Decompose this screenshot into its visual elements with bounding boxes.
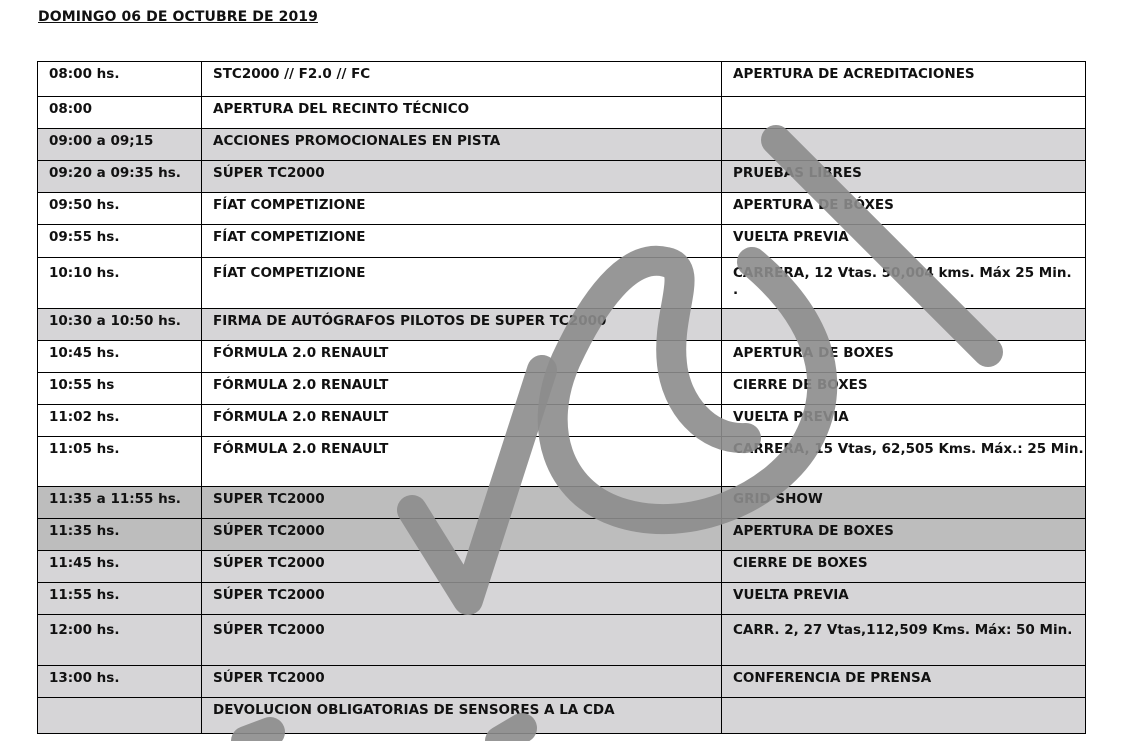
category-cell: SÚPER TC2000 bbox=[202, 583, 722, 615]
activity-cell: CARRERA, 15 Vtas, 62,505 Kms. Máx.: 25 Min. bbox=[722, 437, 1086, 487]
time-cell: 11:02 hs. bbox=[38, 405, 202, 437]
table-row bbox=[38, 487, 1086, 519]
activity-cell: GRID SHOW bbox=[722, 487, 1086, 519]
time-cell: 09:20 a 09:35 hs. bbox=[38, 161, 202, 193]
time-cell: 09:00 a 09;15 bbox=[38, 129, 202, 161]
table-row bbox=[38, 129, 1086, 161]
activity-cell: APERTURA DE ACREDITACIONES bbox=[722, 62, 1086, 97]
category-cell: SÚPER TC2000 bbox=[202, 666, 722, 698]
category-cell: SUPER TC2000 bbox=[202, 487, 722, 519]
activity-line-2: . bbox=[733, 282, 739, 298]
category-cell: ACCIONES PROMOCIONALES EN PISTA bbox=[202, 129, 722, 161]
category-cell: STC2000 // F2.0 // FC bbox=[202, 62, 722, 97]
time-cell bbox=[38, 698, 202, 734]
activity-cell: APERTURA DE BÓXES bbox=[722, 193, 1086, 225]
schedule-body bbox=[38, 62, 1086, 734]
table-row bbox=[38, 666, 1086, 698]
page-title: DOMINGO 06 DE OCTUBRE DE 2019 bbox=[38, 9, 318, 25]
time-cell: 11:05 hs. bbox=[38, 437, 202, 487]
activity-cell bbox=[722, 698, 1086, 734]
activity-cell bbox=[722, 129, 1086, 161]
activity-cell: CONFERENCIA DE PRENSA bbox=[722, 666, 1086, 698]
activity-line: CARRERA, 12 Vtas. 50,004 kms. Máx 25 Min. bbox=[733, 265, 1072, 281]
time-cell: 10:30 a 10:50 hs. bbox=[38, 309, 202, 341]
activity-cell: VUELTA PREVIA bbox=[722, 225, 1086, 258]
schedule-table bbox=[37, 61, 1086, 734]
table-row bbox=[38, 341, 1086, 373]
activity-cell: APERTURA DE BOXES bbox=[722, 519, 1086, 551]
table-row bbox=[38, 583, 1086, 615]
category-cell: FÍAT COMPETIZIONE bbox=[202, 193, 722, 225]
table-row bbox=[38, 193, 1086, 225]
time-cell: 13:00 hs. bbox=[38, 666, 202, 698]
activity-cell: PRUEBAS LIBRES bbox=[722, 161, 1086, 193]
activity-cell: VUELTA PREVIA bbox=[722, 405, 1086, 437]
category-cell: SÚPER TC2000 bbox=[202, 161, 722, 193]
table-row bbox=[38, 437, 1086, 487]
time-cell: 11:55 hs. bbox=[38, 583, 202, 615]
time-cell: 10:55 hs bbox=[38, 373, 202, 405]
activity-cell bbox=[722, 309, 1086, 341]
table-row bbox=[38, 373, 1086, 405]
activity-cell: VUELTA PREVIA bbox=[722, 583, 1086, 615]
category-cell: FÓRMULA 2.0 RENAULT bbox=[202, 373, 722, 405]
table-row bbox=[38, 615, 1086, 666]
time-cell: 10:10 hs. bbox=[38, 258, 202, 309]
table-row bbox=[38, 258, 1086, 309]
table-row bbox=[38, 97, 1086, 129]
category-cell: FÍAT COMPETIZIONE bbox=[202, 225, 722, 258]
table-row bbox=[38, 519, 1086, 551]
category-cell: DEVOLUCION OBLIGATORIAS DE SENSORES A LA CDA bbox=[202, 698, 722, 734]
category-cell: FÓRMULA 2.0 RENAULT bbox=[202, 341, 722, 373]
time-cell: 11:45 hs. bbox=[38, 551, 202, 583]
time-cell: 11:35 hs. bbox=[38, 519, 202, 551]
activity-cell: CIERRE DE BOXES bbox=[722, 373, 1086, 405]
table-row bbox=[38, 161, 1086, 193]
time-cell: 11:35 a 11:55 hs. bbox=[38, 487, 202, 519]
time-cell: 08:00 bbox=[38, 97, 202, 129]
activity-cell: CARR. 2, 27 Vtas,112,509 Kms. Máx: 50 Min. bbox=[722, 615, 1086, 666]
category-cell: SÚPER TC2000 bbox=[202, 615, 722, 666]
activity-cell: APERTURA DE BOXES bbox=[722, 341, 1086, 373]
category-cell: FÍAT COMPETIZIONE bbox=[202, 258, 722, 309]
table-row bbox=[38, 62, 1086, 97]
time-cell: 09:55 hs. bbox=[38, 225, 202, 258]
category-cell: SÚPER TC2000 bbox=[202, 551, 722, 583]
table-row bbox=[38, 309, 1086, 341]
activity-cell bbox=[722, 258, 1086, 309]
time-cell: 08:00 hs. bbox=[38, 62, 202, 97]
time-cell: 12:00 hs. bbox=[38, 615, 202, 666]
table-row bbox=[38, 405, 1086, 437]
category-cell: APERTURA DEL RECINTO TÉCNICO bbox=[202, 97, 722, 129]
time-cell: 10:45 hs. bbox=[38, 341, 202, 373]
category-cell: FIRMA DE AUTÓGRAFOS PILOTOS DE SUPER TC2000 bbox=[202, 309, 722, 341]
table-row bbox=[38, 698, 1086, 734]
time-cell: 09:50 hs. bbox=[38, 193, 202, 225]
activity-cell: CIERRE DE BOXES bbox=[722, 551, 1086, 583]
category-cell: SÚPER TC2000 bbox=[202, 519, 722, 551]
table-row bbox=[38, 551, 1086, 583]
activity-cell bbox=[722, 97, 1086, 129]
category-cell: FÓRMULA 2.0 RENAULT bbox=[202, 405, 722, 437]
category-cell: FÓRMULA 2.0 RENAULT bbox=[202, 437, 722, 487]
table-row bbox=[38, 225, 1086, 258]
